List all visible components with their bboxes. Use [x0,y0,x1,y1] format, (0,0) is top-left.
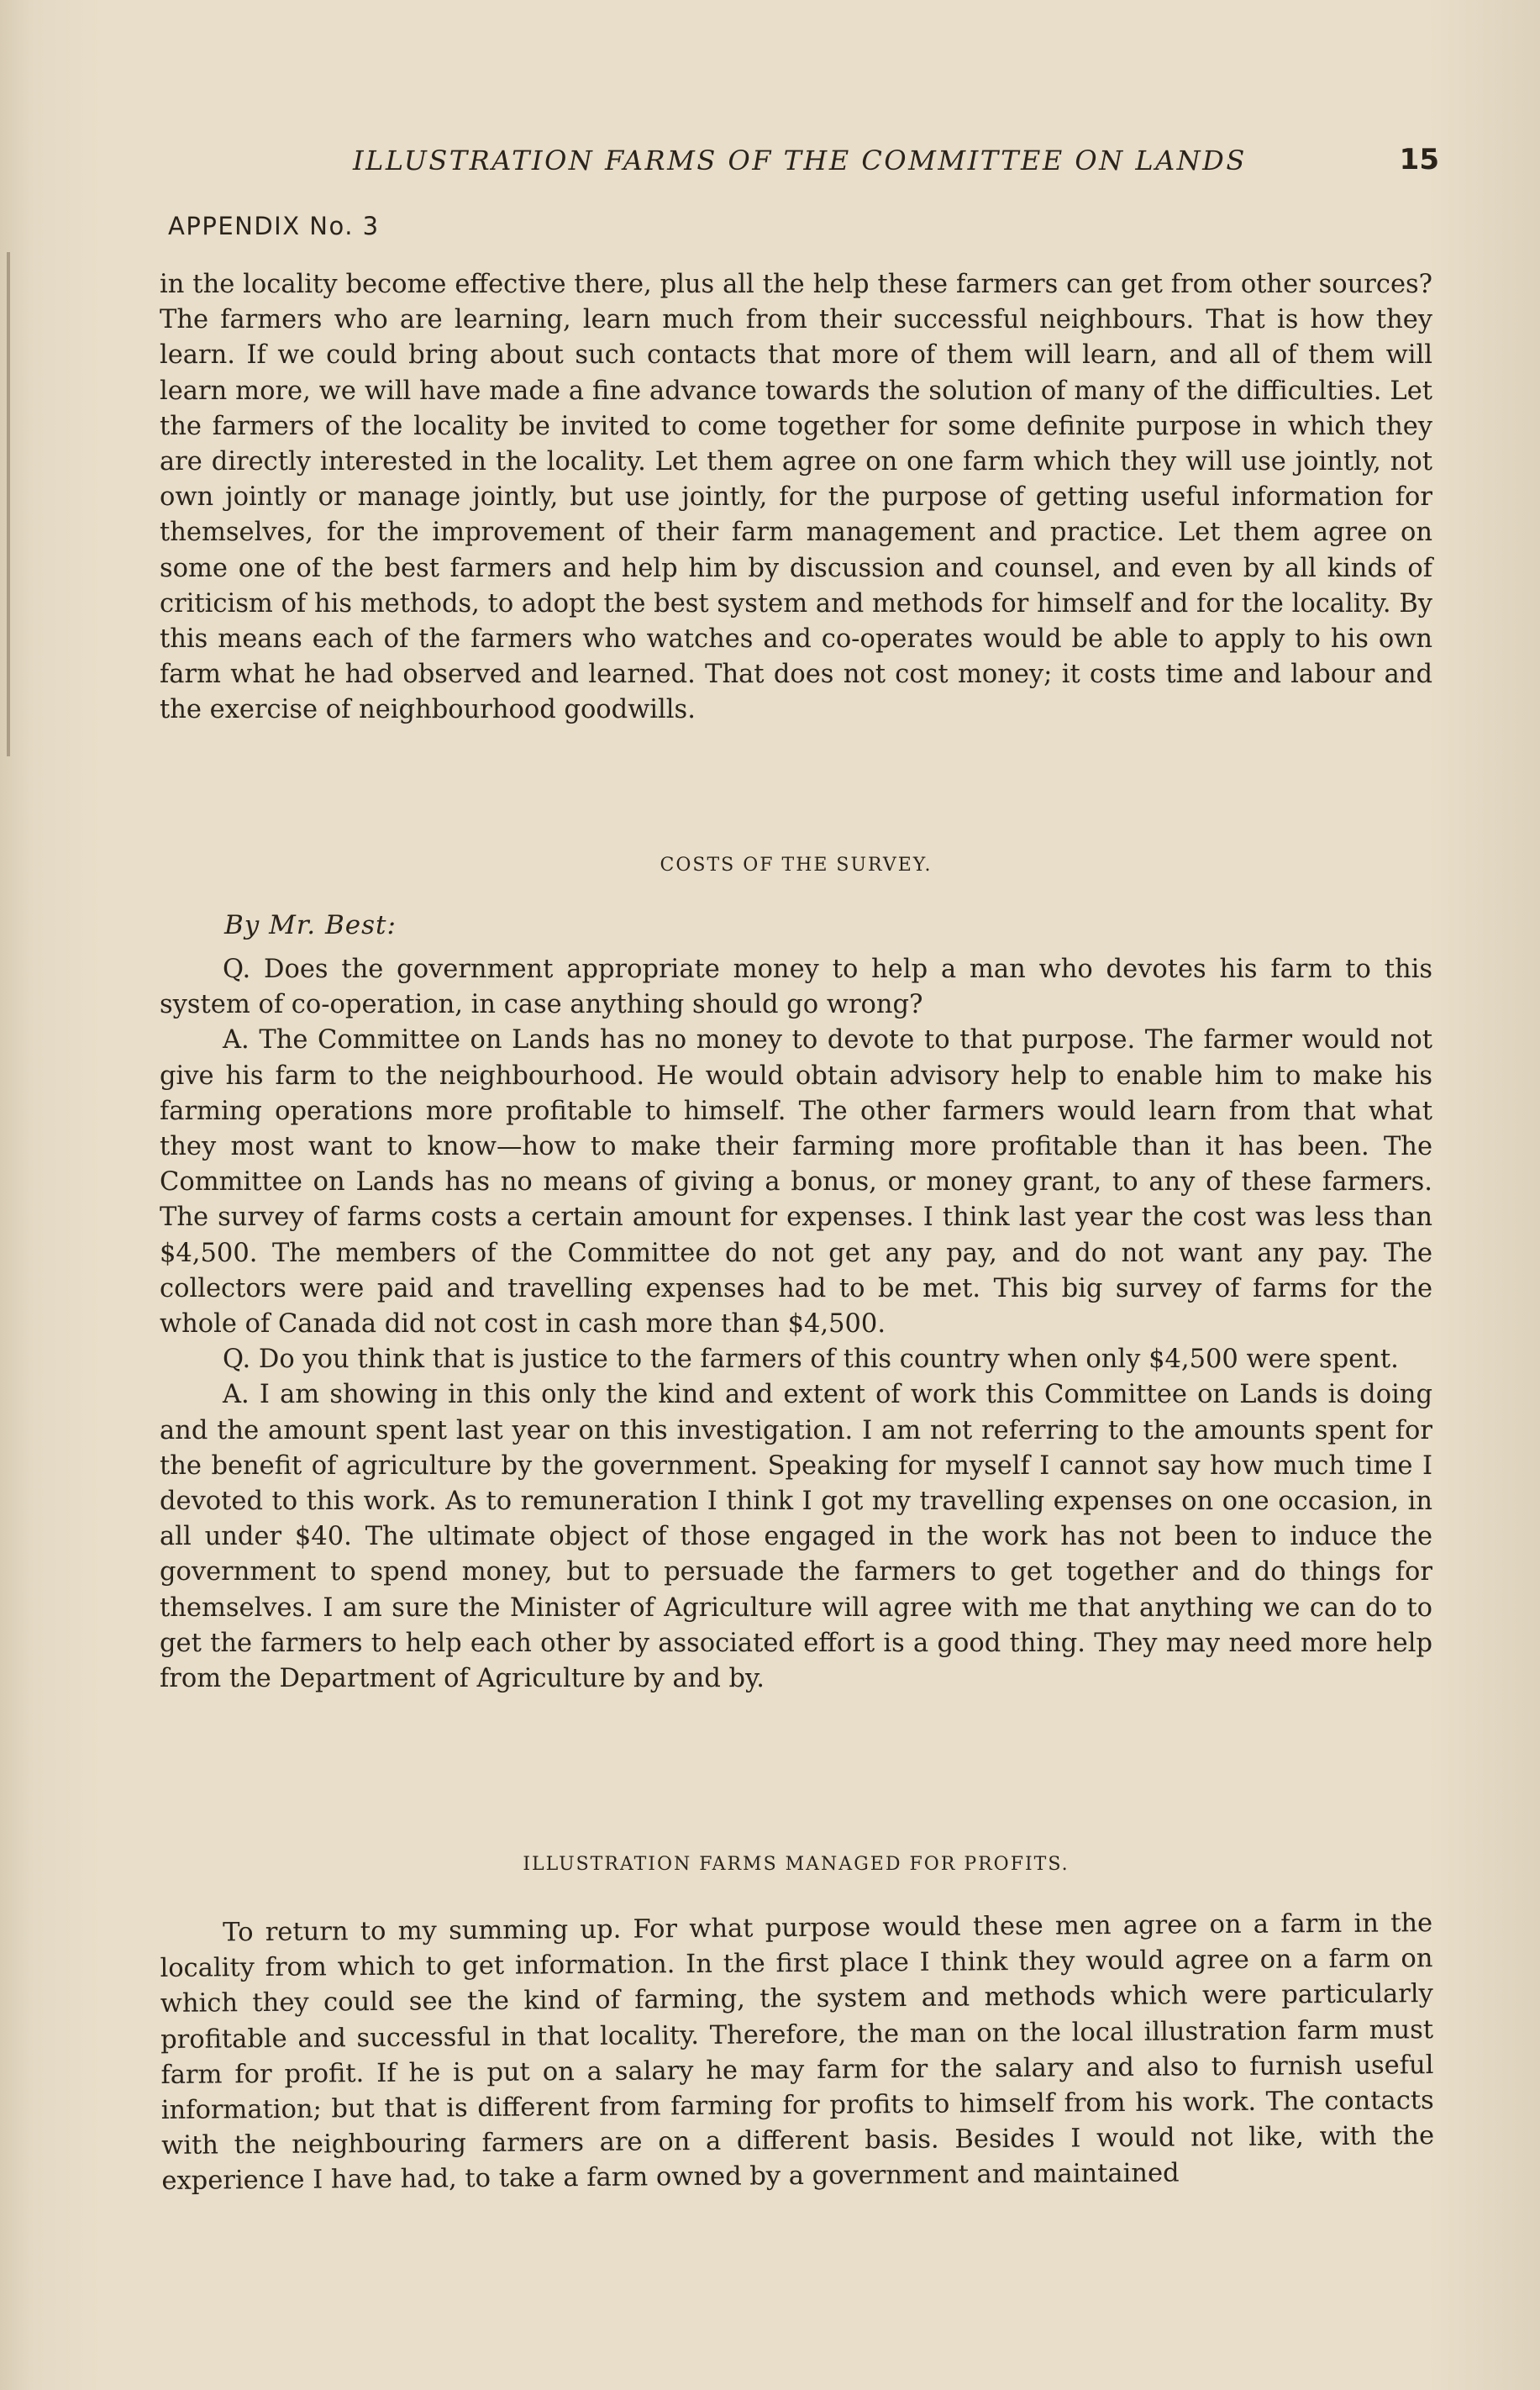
intro-text-block [160,267,1432,729]
final-paragraph: To return to my summing up. For what purpose would these men agree on a farm in the locality from which to get information. In the first place I think they would agree on a farm on which they could see the kind of farming, the system and methods which were particularly profitable and successful in that locality. Therefore, the man on the local illustration farm must farm for profit. If he is put on a salary he may farm for the salary and also to furnish useful information; but that is different from farming for profits to himself from his work. The contacts with the neighbouring farmers are on a different basis. Besides I would not like, with the experience I have had, to take a farm owned by a government and maintained [160,1908,1435,2197]
costs-section-heading: COSTS OF THE SURVEY. [660,855,933,876]
question-1: Q. Does the government appropriate money to help a man who devotes his farm to this system of co-operation, in case anything should go wrong? [160,955,1432,1020]
appendix-label: APPENDIX No. 3 [168,212,380,240]
answer-2: A. I am showing in this only the kind and extent of work this Committee on Lands is doing and the amount spent last year on this investigation. I am not referring to the amounts spent for the benefit of agriculture by the government. Speaking for myself I cannot say how much time I devoted to this work. As to remuneration I think I got my travelling expenses on one occasion, in all under $40. The ultimate object of those engaged in the work has not been to induce the government to spend money, but to persuade the farmers to get together and do things for themselves. I am sure the Minister of Agriculture will agree with me that anything we can do to get the farmers to help each other by associated effort is a good thing. They may need more help from the Department of Agriculture by and by. [160,1380,1432,1694]
intro-paragraph: in the locality become effective there, plus all the help these farmers can get from other sources? The farmers who are learning, learn much from their successful neighbours. That is how they learn. If we could bring about such contacts that more of them will learn, and all of them will learn more, we will have made a fine advance towards the solution of many of the difficulties. Let the farmers of the locality be invited to come together for some definite purpose in which they are directly interested in the locality. Let them agree on one farm which they will use jointly, not own jointly or manage jointly, but use jointly, for the purpose of getting useful information for themselves, for the improvement of their farm management and practice. Let them agree on some one of the best farmers and help him by discussion and counsel, and even by all kinds of criticism of his methods, to adopt the best system and methods for himself and for the locality. By this means each of the farmers who watches and co-operates would be able to apply to his own farm what he had observed and learned. That does not cost money; it costs time and labour and the exercise of neighbourhood goodwills. [160,270,1432,725]
running-title: ILLUSTRATION FARMS OF THE COMMITTEE ON LANDS [353,145,1247,176]
page-number: 15 [1399,143,1439,176]
illustration-section-heading: ILLUSTRATION FARMS MANAGED FOR PROFITS. [523,1854,1070,1875]
qa-text-block [160,952,1432,1697]
left-margin-mark [7,252,10,756]
answer-1: A. The Committee on Lands has no money to devote to that purpose. The farmer would not give his farm to the neighbourhood. He would obtain advisory help to enable him to make his farming operations more profitable to himself. The other farmers would learn from that what they most want to know—how to make their farming more profitable than it has been. The Committee on Lands has no means of giving a bonus, or money grant, to any of these farmers. The survey of farms costs a certain amount for expenses. I think last year the cost was less than $4,500. The members of the Committee do not get any pay, and do not want any pay. The collectors were paid and travelling expenses had to be met. This big survey of farms for the whole of Canada did not cost in cash more than $4,500. [160,1025,1432,1340]
speaker-label: By Mr. Best: [224,910,397,940]
final-text-block [160,1906,1435,2200]
page-header [160,145,1439,187]
question-2: Q. Do you think that is justice to the farmers of this country when only $4,500 were spent. [223,1345,1399,1375]
